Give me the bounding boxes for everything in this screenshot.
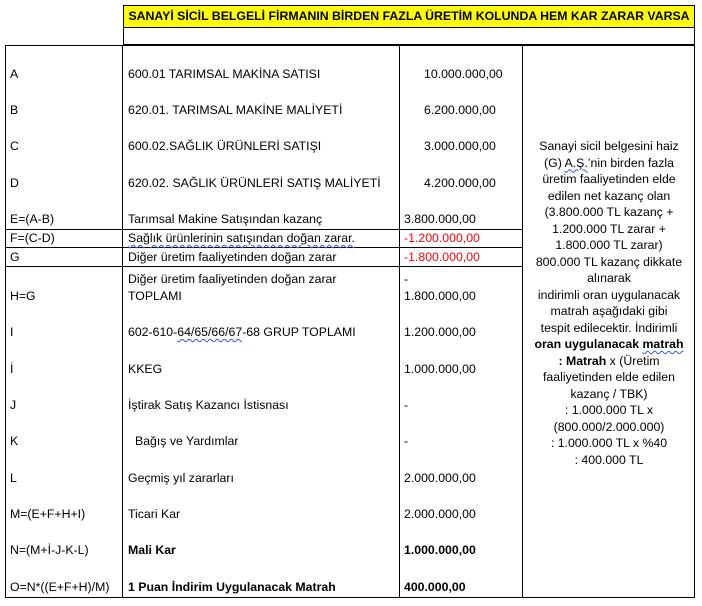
row-code: I (10, 325, 14, 339)
row-value: 1.000.000,00 (404, 362, 476, 376)
row-desc: Diğer üretim faaliyetinden doğan zarar (128, 272, 337, 286)
row-code: İ (10, 362, 14, 376)
row-value: -1.800.000,00 (404, 250, 480, 264)
row-code: H=G (10, 289, 36, 303)
row-value: 1.200.000,00 (404, 325, 476, 339)
row-code: A (10, 67, 19, 81)
row-code: J (10, 398, 17, 412)
row-code: D (10, 176, 19, 190)
row-value: 400.000,00 (404, 580, 466, 594)
row-code: O=N*((E+F+H)/M) (10, 580, 110, 594)
row-desc: Tarımsal Makine Satışından kazanç (128, 212, 323, 226)
row-desc: Bağış ve Yardımlar (135, 434, 239, 448)
row-desc: Diğer üretim faaliyetinden doğan zarar (128, 250, 337, 264)
row-desc: TOPLAMI (128, 289, 182, 303)
row-value: 3.000.000,00 (424, 139, 496, 153)
row-desc: İştirak Satış Kazancı İstisnası (128, 398, 289, 412)
row-value: - (404, 272, 409, 286)
row-code: M=(E+F+H+I) (10, 507, 86, 521)
row-value: 1.000.000,00 (404, 543, 476, 557)
row-desc: 602-610-64/65/66/67-68 GRUP TOPLAMI (128, 325, 356, 339)
row-code: E=(A-B) (10, 212, 55, 226)
row-desc: Ticari Kar (128, 507, 181, 521)
row-desc: Sağlık ürünlerinin satışından doğan zarar. (128, 231, 355, 245)
col-divider-1 (122, 45, 123, 598)
row-desc: Mali Kar (128, 543, 176, 557)
row-desc: Geçmiş yıl zararları (128, 471, 234, 485)
row-desc: 620.02. SAĞLIK ÜRÜNLERİ SATIŞ MALİYETİ (128, 176, 381, 190)
row-code: G (10, 250, 20, 264)
row-value: 2.000.000,00 (404, 471, 476, 485)
row-divider (5, 229, 523, 230)
row-value: - (404, 434, 409, 448)
row-value: 1.800.000,00 (404, 289, 476, 303)
row-value: 6.200.000,00 (424, 103, 496, 117)
row-desc: 600.01 TARIMSAL MAKİNA SATISI (128, 67, 321, 81)
row-value: 10.000.000,00 (424, 67, 503, 81)
col-divider-3 (522, 45, 523, 598)
row-value: - (404, 398, 409, 412)
col-divider-2 (399, 45, 400, 598)
row-value: -1.200.000,00 (404, 231, 480, 245)
row-value: 4.200.000,00 (424, 176, 496, 190)
row-desc: 600.02.SAĞLIK ÜRÜNLERİ SATIŞI (128, 139, 322, 153)
blank-header-row (123, 27, 695, 45)
row-code: B (10, 103, 19, 117)
row-value: 2.000.000,00 (404, 507, 476, 521)
row-code: C (10, 139, 19, 153)
row-divider (5, 247, 523, 248)
row-code: L (10, 471, 17, 485)
row-code: N=(M+İ-J-K-L) (10, 543, 89, 557)
row-value: 3.800.000,00 (404, 212, 476, 226)
row-divider (5, 266, 523, 267)
explanation-note: Sanayi sicil belgesini haiz (G) A.Ş.’nin birden fazla üretim faaliyetinden elde edilen net kazanç olan (3.800.000 TL kazanç + 1.200.000 TL zarar + 1.800.000 TL zarar) 800.000 TL kazanç dikkate alınarak indirimli oran uygulanacak matrah aşağıdaki gibi tespit edilecektir. İndirimli oran uygulanacak matrah : Matrah x (Üretim faaliyetinden elde edilen kazanç / TBK) : 1.000.000 TL x (800.000/2.000.000) : 1.000.000 TL x %40 : 400.000 TL (534, 139, 684, 467)
row-code: K (10, 434, 19, 448)
table-title: SANAYİ SİCİL BELGELİ FİRMANIN BİRDEN FAZLA ÜRETİM KOLUNDA HEM KAR ZARAR VARSA (123, 5, 695, 28)
row-desc: 620.01. TARIMSAL MAKİNE MALİYETİ (128, 103, 343, 117)
row-code: F=(C-D) (10, 231, 55, 245)
row-desc: 1 Puan İndirim Uygulanacak Matrah (128, 580, 336, 594)
row-desc: KKEG (128, 362, 163, 376)
